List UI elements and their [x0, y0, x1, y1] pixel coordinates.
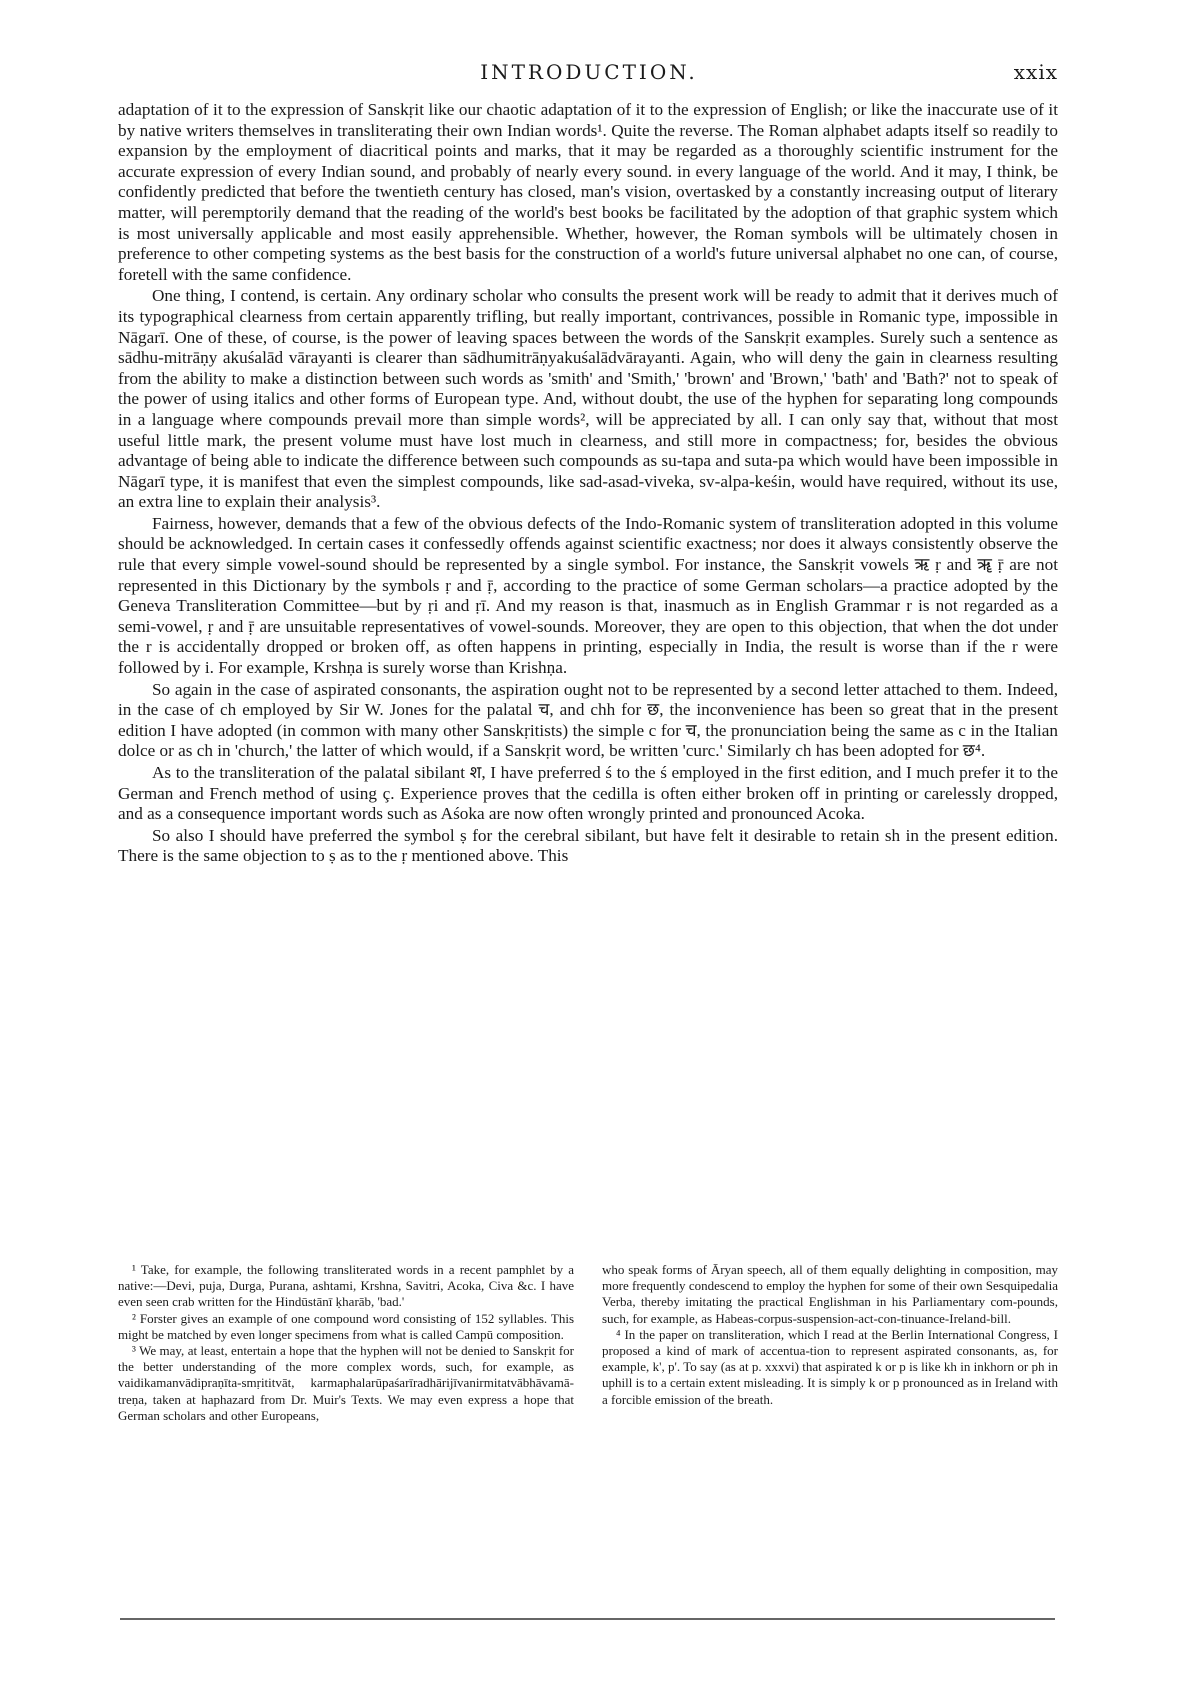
footnotes: [118, 1262, 1058, 1424]
footnote-3: ³ We may, at least, entertain a hope that the hyphen will not be denied to Sanskṛit for the better understanding of the more complex words, such, for example, as vaidikamanvādipraṇīta-smṛititvāt, karmaphalarūpaśarīradhārijīvanirmitatvābhāvamā-treṇa, taken at haphazard from Dr. Muir's Texts. We may even express a hope that German scholars and other Europeans,: [118, 1343, 574, 1423]
paragraph-fairness: Fairness, however, demands that a few of the obvious defects of the Indo-Romanic system of transliteration adopted in this volume should be acknowledged. In certain cases it confessedly offends against scientific exactness; nor does it always consistently observe the rule that every simple vowel-sound should be represented by a single symbol. For instance, the Sanskṛit vowels ऋ ṛ and ॠ ṝ are not represented in this Dictionary by the symbols ṛ and ṝ, according to the practice of some German scholars—a practice adopted by the Geneva Transliteration Committee—but by ṛi and ṛī. And my reason is that, inasmuch as in English Grammar r is not regarded as a semi-vowel, ṛ and ṝ are unsuitable representatives of vowel-sounds. Moreover, they are open to this objection, that when the dot under the r is accidentally dropped or broken off, as often happens in printing, especially in India, the result is worse than if the r were followed by i. For example, Krshṇa is surely worse than Krishṇa.: [118, 513, 1058, 678]
footnote-4: ⁴ In the paper on transliteration, which I read at the Berlin International Congress, I proposed a kind of mark of accentua-tion to represent aspirated consonants, as, for example, k', p'. To say (as at p. xxxvi) that aspirated k or p is like kh in inkhorn or ph in uphill is to a certain extent misleading. It is simply k or p pronounced as in Ireland with a forcible emission of the breath.: [602, 1326, 1058, 1407]
bottom-rule: [120, 1618, 1055, 1620]
running-head: [120, 60, 1058, 90]
paragraph-one-thing: One thing, I contend, is certain. Any ordinary scholar who consults the present work will be ready to admit that it derives much of its typographical clearness from certain apparently trifling, but really important, contrivances, possible in Romanic type, impossible in Nāgarī. One of these, of course, is the power of leaving spaces between the words of the Sanskṛit examples. Surely such a sentence as sādhu-mitrāṇy akuśalād vārayanti is clearer than sādhumitrāṇyakuśalādvārayanti. Again, who will deny the gain in clearness resulting from the ability to make a distinction between such words as 'smith' and 'Smith,' 'brown' and 'Brown,' 'bath' and 'Bath?' not to speak of the power of using italics and other forms of European type. And, without doubt, the use of the hyphen for separating long compounds in a language where compounds prevail more than simple words², will be appreciated by all. I can only say that, without that most useful little mark, the present volume must have lost much in clearness, and still more in compactness; for, besides the obvious advantage of being able to indicate the difference between such compounds as su-tapa and suta-pa which would have been impossible in Nāgarī type, it is manifest that even the simplest compounds, like sad-asad-viveka, sv-alpa-keśin, would have required, without its use, an extra line to explain their analysis³.: [118, 286, 1058, 512]
paragraph-cerebral-sibilant: So also I should have preferred the symbol ṣ for the cerebral sibilant, but have felt it desirable to retain sh in the present edition. There is the same objection to ṣ as to the ṛ mentioned above. This: [118, 825, 1058, 866]
footnotes-right-column: [602, 1262, 1058, 1424]
footnotes-left-column: [118, 1262, 574, 1424]
footnote-3-continued: who speak forms of Āryan speech, all of them equally delighting in composition, may more frequently condescend to employ the hyphen for some of their own Sesquipedalia Verba, thereby imitating the practical Englishman in his Parliamentary com-pounds, such, for example, as Habeas-corpus-suspension-act-con-tinuance-Ireland-bill.: [602, 1262, 1058, 1326]
footnote-1: ¹ Take, for example, the following transliterated words in a recent pamphlet by a native:—Devi, puja, Durga, Purana, ashtami, Krshna, Savitri, Acoka, Civa &c. I have even seen crab written for the Hindūstānī ḳharāb, 'bad.': [118, 1262, 574, 1310]
paragraph-adaptation: adaptation of it to the expression of Sanskṛit like our chaotic adaptation of it to the expression of English; or like the inaccurate use of it by native writers themselves in transliterating their own Indian words¹. Quite the reverse. The Roman alphabet adapts itself so readily to expansion by the employment of diacritical points and marks, that it may be regarded as a thoroughly scientific instrument for the accurate expression of every Indian sound, and probably of nearly every sound. in every language of the world. And it may, I think, be confidently predicted that before the twentieth century has closed, man's vision, overtasked by a constantly increasing output of literary matter, will peremptorily demand that the reading of the world's best books be facilitated by the adoption of that graphic system which is most universally applicable and most easily apprehensible. Whether, however, the Roman symbols will be ultimately chosen in preference to other competing systems as the best basis for the construction of a world's future universal alphabet no one can, of course, foretell with the same confidence.: [118, 100, 1058, 284]
body-text: [118, 100, 1058, 867]
footnote-2: ² Forster gives an example of one compound word consisting of 152 syllables. This might be matched by even longer specimens from what is called Campū composition.: [118, 1310, 574, 1342]
chapter-title: INTRODUCTION.: [480, 60, 698, 84]
page-number: xxix: [1013, 60, 1058, 84]
paragraph-palatal-sibilant: As to the transliteration of the palatal sibilant श, I have preferred ś to the ś employed in the first edition, and I much prefer it to the German and French method of using ç. Experience proves that the cedilla is often either broken off in printing or carelessly dropped, and as a consequence important words such as Aśoka are now often wrongly printed and pronounced Acoka.: [118, 763, 1058, 824]
paragraph-aspirated-consonants: So again in the case of aspirated consonants, the aspiration ought not to be represented by a second letter attached to them. Indeed, in the case of ch employed by Sir W. Jones for the palatal च, and chh for छ, the inconvenience has been so great that in the present edition I have adopted (in common with many other Sanskṛitists) the simple c for च, the pronunciation being the same as c in the Italian dolce or as ch in 'church,' the latter of which would, if a Sanskṛit word, be written 'curc.' Similarly ch has been adopted for छ⁴.: [118, 679, 1058, 761]
